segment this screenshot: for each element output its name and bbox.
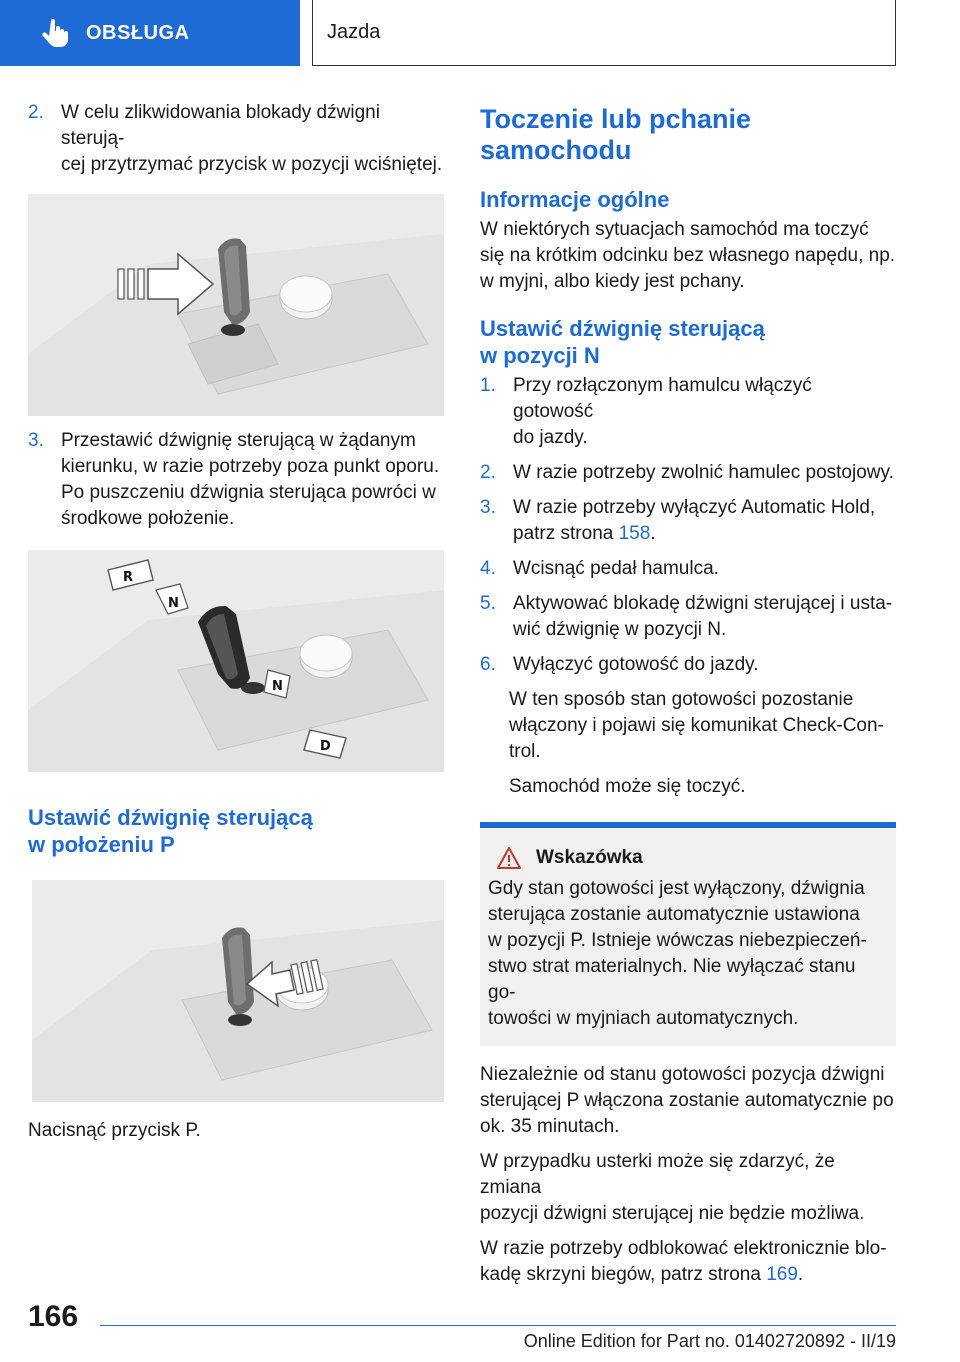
step-number: 6. [480, 654, 496, 675]
step-number: 3. [28, 430, 44, 451]
gear-lever-shift-image [28, 550, 444, 772]
step-5: 5. Aktywować blokadę dźwigni sterującej i usta‐ wić dźwignię w pozycji N. [480, 591, 896, 643]
warning-title: Wskazówka [536, 847, 643, 868]
heading-neutral: Ustawić dźwignię sterującą w pozycji N [480, 316, 765, 368]
right-column [480, 100, 896, 1297]
warning-box [480, 822, 896, 1046]
gear-lever-park-image [32, 880, 444, 1102]
auto-park-text: Niezależnie od stanu gotowości pozycja dźwigni sterującej P włączona zostanie automatycznie po ok. 35 minutach. [480, 1064, 894, 1137]
step-text: kierunku, w razie potrzeby poza punkt oporu. [61, 456, 440, 477]
page-number: 166 [28, 1300, 79, 1333]
warning-header [488, 846, 886, 870]
step-3: 3. W razie potrzeby wyłączyć Automatic Hold, patrz strona 158. [480, 495, 896, 547]
gear-lever-illustration-2 [28, 550, 444, 772]
fault-text: W przypadku usterki może się zdarzyć, że zmiana pozycji dźwigni sterującej nie będzie możliwa. [480, 1151, 865, 1224]
step-text: środkowe położenie. [61, 508, 235, 529]
shift-label-d: D [320, 739, 331, 754]
step-6-note: W ten sposób stan gotowości pozostanie włączony i pojawi się komunikat Check-Con‐ trol. [509, 689, 884, 762]
page-link-169[interactable]: 169 [766, 1264, 798, 1285]
step-2 [28, 100, 444, 178]
hand-pointer-icon [40, 18, 70, 48]
step-number: 1. [480, 375, 496, 396]
step-text: W celu zlikwidowania blokady dźwigni sterują‐ [61, 102, 380, 149]
shift-label-n-bottom: N [272, 679, 283, 694]
heading-general: Informacje ogólne [480, 187, 670, 212]
step-6: 6. Wyłączyć gotowość do jazdy. [480, 652, 896, 678]
gear-lever-illustration-3 [32, 880, 444, 1102]
general-text: W niektórych sytuacjach samochód ma toczyć się na krótkim odcinku bez własnego napędu, np. w myjni, albo kiedy jest pchany. [480, 219, 896, 292]
edition-text: Online Edition for Part no. 01402720892 - II/19 [523, 1331, 896, 1351]
step-number: 4. [480, 558, 496, 579]
warning-triangle-icon [496, 846, 522, 870]
step-number: 2. [28, 102, 44, 123]
page-link-158[interactable]: 158 [618, 523, 651, 544]
gear-lever-illustration-1 [28, 194, 444, 416]
warning-text: Gdy stan gotowości jest wyłączony, dźwignia sterująca zostanie automatycznie ustawiona w pozycji P. Istnieje wówczas niebezpieczeń‐ stwo strat materialnych. Nie wyłączać stanu go‐ towości w myjniach automatycznych. [488, 878, 867, 1029]
step-3 [28, 428, 444, 532]
footer-divider [100, 1325, 896, 1326]
step-4: 4. Wcisnąć pedał hamulca. [480, 556, 896, 582]
heading-park: Ustawić dźwignię sterującą w położeniu P [28, 805, 313, 857]
shift-label-r: R [123, 570, 134, 585]
step-2: 2. W razie potrzeby zwolnić hamulec postojowy. [480, 460, 896, 486]
press-p-text: Nacisnąć przycisk P. [28, 1120, 201, 1141]
step-text: Po puszczeniu dźwignia sterująca powróci w [61, 482, 436, 503]
step-number: 3. [480, 497, 496, 518]
heading-rolling: Toczenie lub pchanie samochodu [480, 104, 752, 165]
step-1: 1. Przy rozłączonym hamulcu włączyć gotowość do jazdy. [480, 373, 896, 451]
step-number: 2. [480, 462, 496, 483]
step-6-result: Samochód może się toczyć. [509, 776, 746, 797]
chapter-title: Jazda [327, 21, 381, 43]
section-tab[interactable] [0, 0, 300, 66]
section-title: OBSŁUGA [86, 21, 190, 44]
gear-lever-unlock-image [28, 194, 444, 416]
shift-label-n-top: N [168, 596, 179, 611]
unlock-text: W razie potrzeby odblokować elektronicznie blo‐ kadę skrzyni biegów, patrz strona 169. [480, 1238, 887, 1285]
step-text: cej przytrzymać przycisk w pozycji wciśniętej. [61, 154, 443, 175]
left-column [28, 100, 444, 1153]
step-text: Przestawić dźwignię sterującą w żądanym [61, 430, 416, 451]
step-number: 5. [480, 593, 496, 614]
chapter-tab[interactable] [312, 0, 896, 66]
